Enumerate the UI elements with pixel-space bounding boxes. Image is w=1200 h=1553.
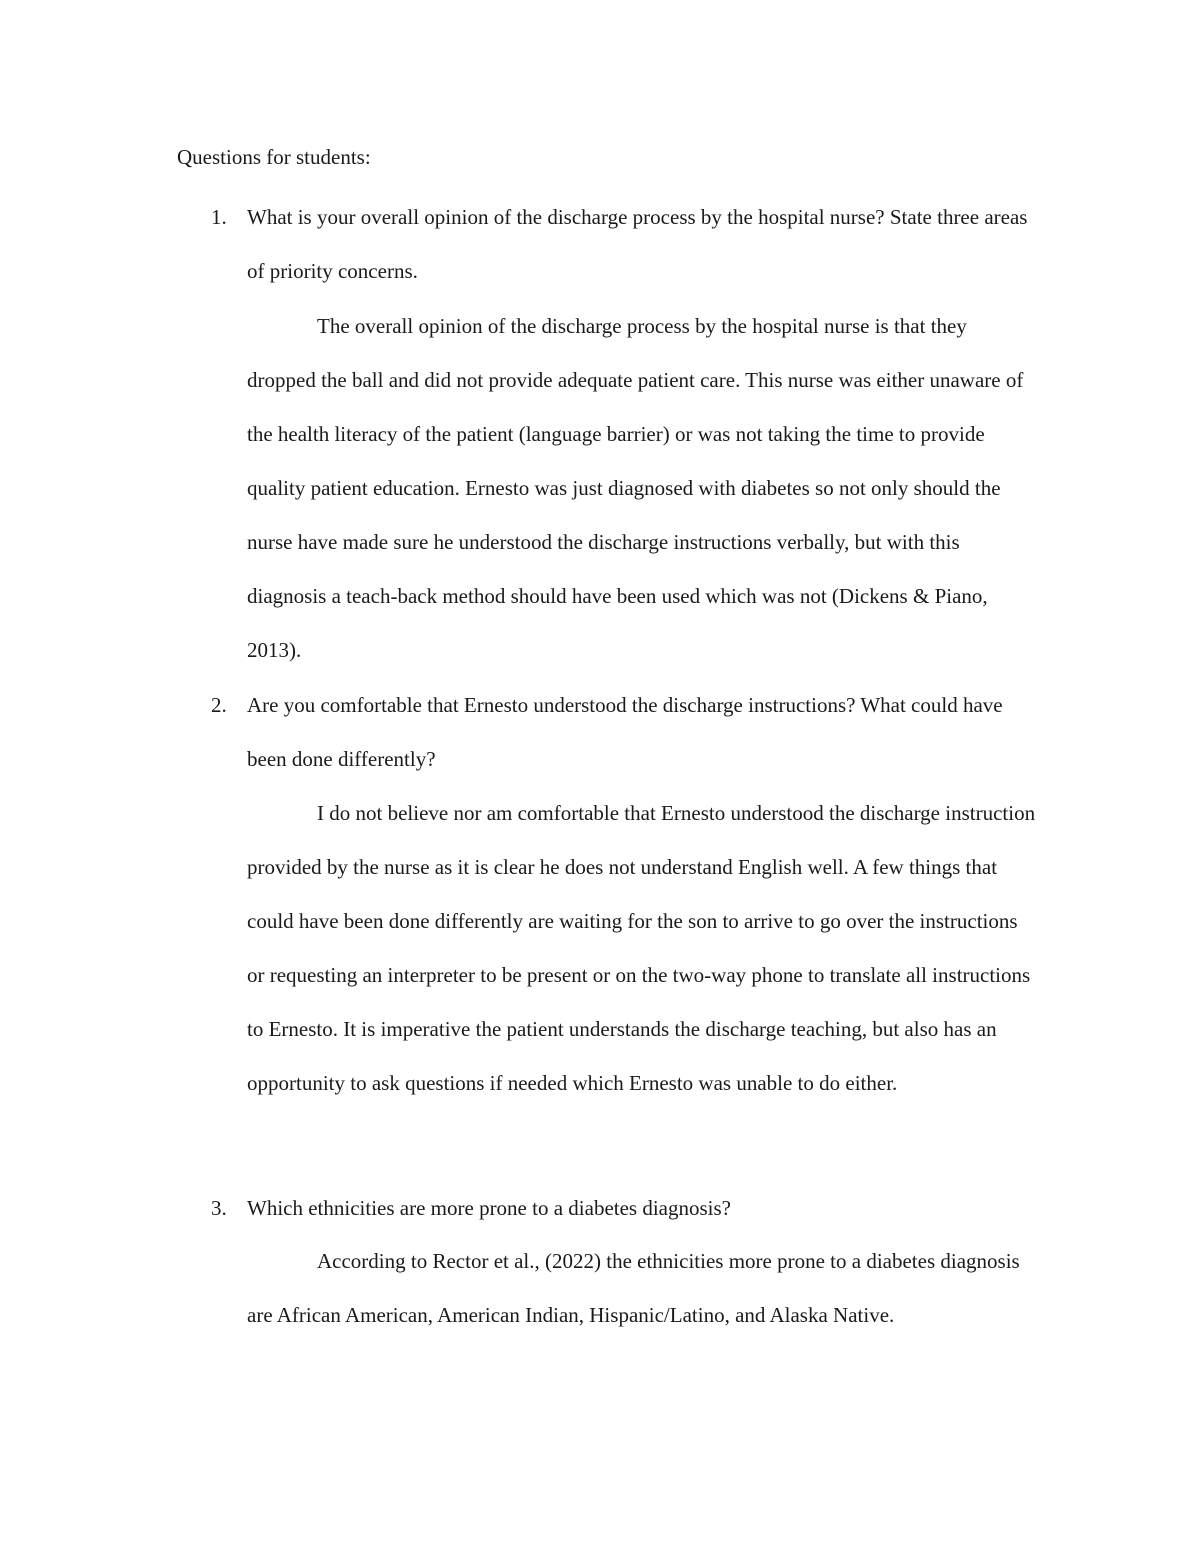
question-text: What is your overall opinion of the discharge process by the hospital nurse? State three areas of priority concerns. bbox=[247, 205, 1028, 283]
question-number: 3. bbox=[211, 1196, 227, 1220]
answer-text: According to Rector et al., (2022) the ethnicities more prone to a diabetes diagnosis are African American, American Indian, Hispanic/Latino, and Alaska Native. bbox=[247, 1249, 1020, 1327]
question-number: 2. bbox=[211, 693, 227, 717]
question-text: Are you comfortable that Ernesto understood the discharge instructions? What could have been done differently? bbox=[247, 693, 1003, 771]
answer-text: The overall opinion of the discharge process by the hospital nurse is that they dropped the ball and did not provide adequate patient care. This nurse was either unaware of the health literacy of the patient (language barrier) or was not taking the time to provide quality patient education. Ernesto was just diagnosed with diabetes so not only should the nurse have made sure he understood the discharge instructions verbally, but with this diagnosis a teach-back method should have been used which was not (Dickens & Piano, 2013). bbox=[247, 314, 1024, 662]
question-number: 1. bbox=[211, 205, 227, 229]
answer-text: I do not believe nor am comfortable that Ernesto understood the discharge instruction provided by the nurse as it is clear he does not understand English well. A few things that could have been done differently are waiting for the son to arrive to go over the instructions or requesting an interpreter to be present or on the two-way phone to translate all instructions to Ernesto. It is imperative the patient understands the discharge teaching, but also has an opportunity to ask questions if needed which Ernesto was unable to do either. bbox=[247, 801, 1036, 1095]
page-heading: Questions for students: bbox=[177, 145, 371, 169]
question-text: Which ethnicities are more prone to a diabetes diagnosis? bbox=[247, 1196, 731, 1220]
